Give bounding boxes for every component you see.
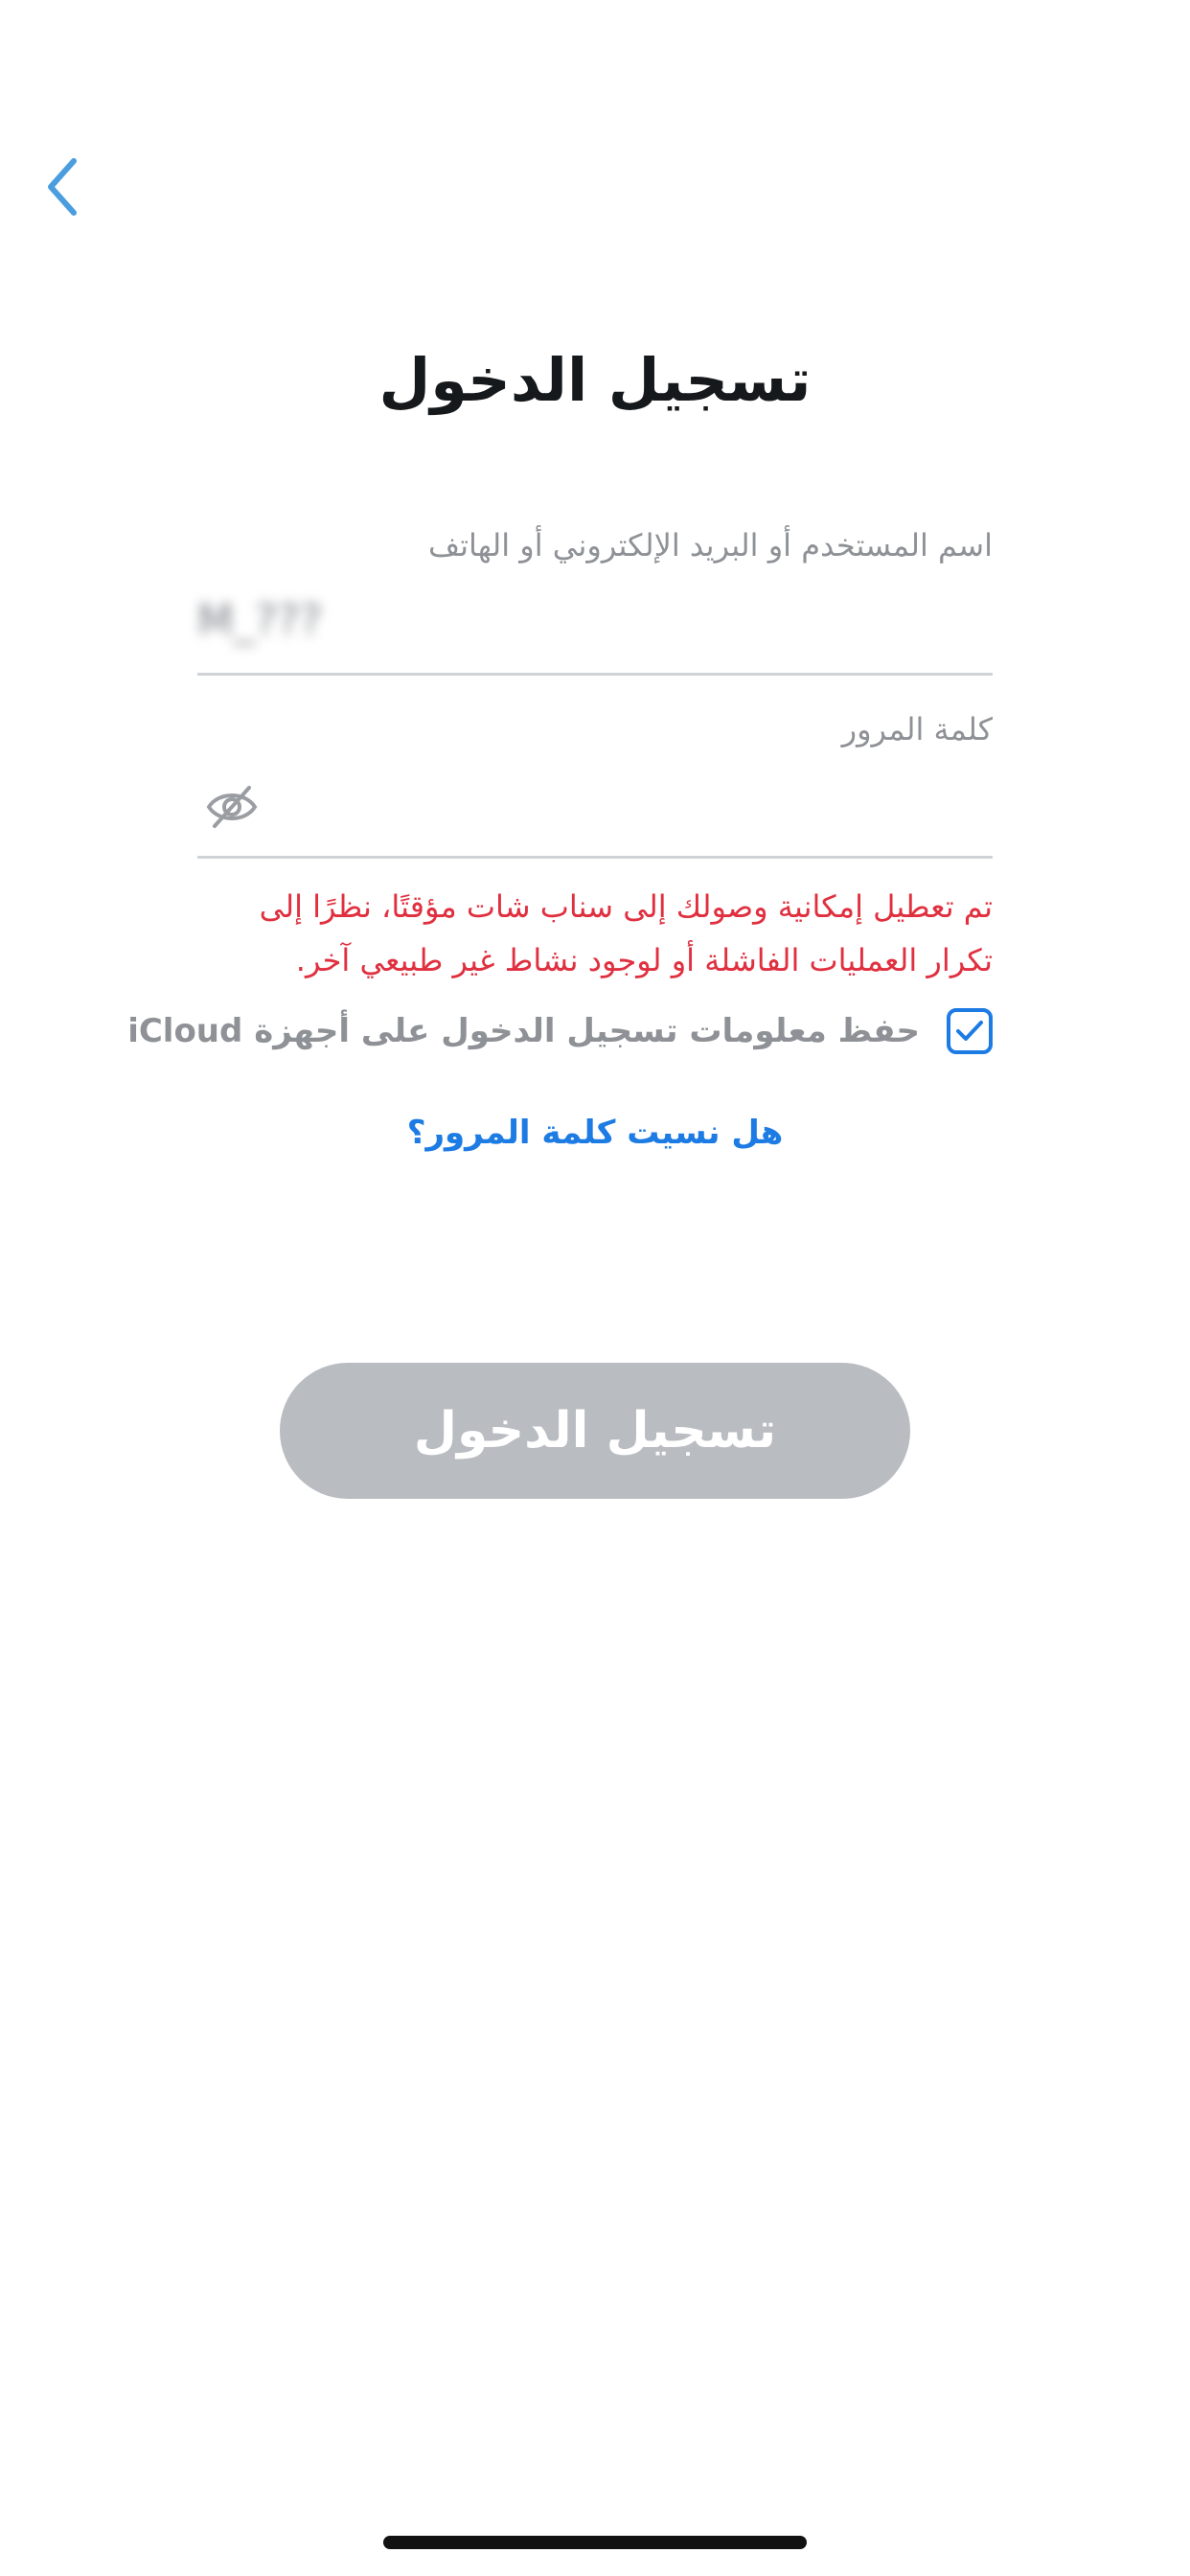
error-message: تم تعطيل إمكانية وصولك إلى سناب شات مؤقتًا، نظرًا إلى تكرار العمليات الفاشلة أو لوجود نشاط غير طبيعي آخر.	[259, 888, 993, 978]
password-label: كلمة المرور	[841, 711, 993, 748]
back-button[interactable]	[38, 153, 86, 220]
save-login-checkbox[interactable]	[947, 1008, 993, 1054]
home-indicator	[383, 2536, 807, 2549]
password-visibility-toggle[interactable]	[205, 784, 259, 830]
checkmark-icon	[955, 1019, 984, 1044]
save-login-label: حفظ معلومات تسجيل الدخول على أجهزة iCloud	[127, 1012, 920, 1050]
password-input[interactable]	[197, 769, 996, 847]
password-divider	[197, 856, 993, 859]
forgot-password-link[interactable]: هل نسيت كلمة المرور؟	[406, 1114, 784, 1152]
username-divider	[197, 673, 993, 676]
username-value: M_???	[197, 596, 323, 645]
login-button[interactable]: تسجيل الدخول	[280, 1363, 910, 1499]
page-title: تسجيل الدخول	[378, 345, 812, 415]
eye-slash-icon	[205, 784, 259, 830]
username-label: اسم المستخدم أو البريد الإلكتروني أو الهاتف	[427, 527, 993, 564]
chevron-left-icon	[45, 157, 80, 217]
